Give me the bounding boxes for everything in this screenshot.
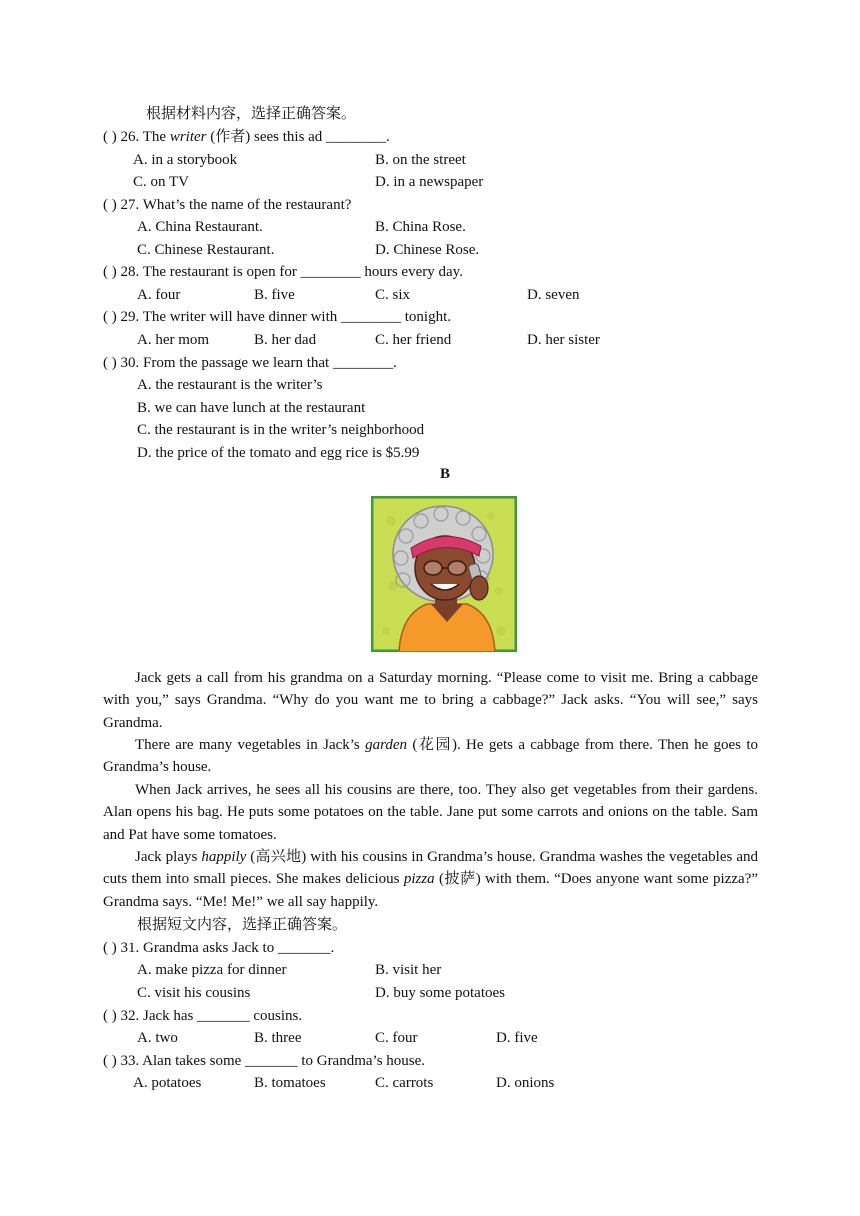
option-33a[interactable]: A. potatoes bbox=[133, 1075, 202, 1091]
answer-bracket[interactable]: ( ) bbox=[103, 264, 117, 280]
question-33: ( ) 33. Alan takes some _______ to Grandma’s house. bbox=[103, 1053, 426, 1069]
passage-paragraph-3: When Jack arrives, he sees all his cousins are there, too. They also get vegetables from their gardens. Alan opens his bag. He puts some potatoes on the table. Jane put some carrots and onions on the table. Sam and Pat have some tomatoes. bbox=[103, 782, 758, 843]
question-31: ( ) 31. Grandma asks Jack to _______. bbox=[103, 940, 335, 956]
option-28c[interactable]: C. six bbox=[375, 287, 411, 303]
option-26a[interactable]: A. in a storybook bbox=[133, 152, 238, 168]
option-29c[interactable]: C. her friend bbox=[375, 332, 452, 348]
option-26d[interactable]: D. in a newspaper bbox=[375, 174, 484, 190]
instruction-a: 根据材料内容，选择正确答案。 bbox=[146, 106, 357, 122]
grandma-phone-illustration bbox=[371, 496, 517, 652]
option-32b[interactable]: B. three bbox=[254, 1030, 302, 1046]
option-28a[interactable]: A. four bbox=[137, 287, 181, 303]
option-33b[interactable]: B. tomatoes bbox=[254, 1075, 326, 1091]
option-26b[interactable]: B. on the street bbox=[375, 152, 466, 168]
passage-paragraph-4: Jack plays happily (高兴地) with his cousins in Grandma’s house. Grandma washes the vegetables and cuts them into small pieces. She makes delicious pizza (披萨) with them. “Does anyone want some pizza?” Grandma says. “Me! Me!” we all say happily. bbox=[103, 849, 758, 910]
option-31a[interactable]: A. make pizza for dinner bbox=[137, 962, 287, 978]
option-28b[interactable]: B. five bbox=[254, 287, 295, 303]
option-30d[interactable]: D. the price of the tomato and egg rice is $5.99 bbox=[137, 445, 420, 461]
option-33c[interactable]: C. carrots bbox=[375, 1075, 434, 1091]
passage-paragraph-2: There are many vegetables in Jack’s garden (花园). He gets a cabbage from there. Then he goes to Grandma’s house. bbox=[103, 737, 758, 776]
option-33d[interactable]: D. onions bbox=[496, 1075, 555, 1091]
option-30a[interactable]: A. the restaurant is the writer’s bbox=[137, 377, 323, 393]
option-26c[interactable]: C. on TV bbox=[133, 174, 189, 190]
question-30: ( ) 30. From the passage we learn that ________. bbox=[103, 355, 397, 371]
option-31c[interactable]: C. visit his cousins bbox=[137, 985, 251, 1001]
option-29b[interactable]: B. her dad bbox=[254, 332, 317, 348]
option-30b[interactable]: B. we can have lunch at the restaurant bbox=[137, 400, 366, 416]
answer-bracket[interactable]: ( ) bbox=[103, 197, 117, 213]
question-28: ( ) 28. The restaurant is open for ________ hours every day. bbox=[103, 264, 463, 280]
option-31d[interactable]: D. buy some potatoes bbox=[375, 985, 505, 1001]
option-30c[interactable]: C. the restaurant is in the writer’s neighborhood bbox=[137, 422, 425, 438]
section-b-heading: B bbox=[440, 466, 451, 482]
option-32a[interactable]: A. two bbox=[137, 1030, 178, 1046]
answer-bracket[interactable]: ( ) bbox=[103, 309, 117, 325]
answer-bracket[interactable]: ( ) bbox=[103, 940, 117, 956]
option-29d[interactable]: D. her sister bbox=[527, 332, 600, 348]
option-28d[interactable]: D. seven bbox=[527, 287, 580, 303]
option-27c[interactable]: C. Chinese Restaurant. bbox=[137, 242, 275, 258]
option-32d[interactable]: D. five bbox=[496, 1030, 538, 1046]
passage-paragraph-1: Jack gets a call from his grandma on a Saturday morning. “Please come to visit me. Bring a cabbage with you,” says Grandma. “Why do you want me to bring a cabbage?” Jack asks. “You will see,” says Grandma. bbox=[103, 670, 758, 731]
option-32c[interactable]: C. four bbox=[375, 1030, 418, 1046]
answer-bracket[interactable]: ( ) bbox=[103, 129, 117, 145]
answer-bracket[interactable]: ( ) bbox=[103, 355, 117, 371]
option-27d[interactable]: D. Chinese Rose. bbox=[375, 242, 480, 258]
option-29a[interactable]: A. her mom bbox=[137, 332, 210, 348]
instruction-b: 根据短文内容，选择正确答案。 bbox=[137, 917, 348, 933]
answer-bracket[interactable]: ( ) bbox=[103, 1008, 117, 1024]
question-32: ( ) 32. Jack has _______ cousins. bbox=[103, 1008, 303, 1024]
option-31b[interactable]: B. visit her bbox=[375, 962, 442, 978]
option-27b[interactable]: B. China Rose. bbox=[375, 219, 466, 235]
question-29: ( ) 29. The writer will have dinner with ________ tonight. bbox=[103, 309, 452, 325]
answer-bracket[interactable]: ( ) bbox=[103, 1053, 117, 1069]
option-27a[interactable]: A. China Restaurant. bbox=[137, 219, 263, 235]
question-27: ( ) 27. What’s the name of the restaurant? bbox=[103, 197, 352, 213]
question-26: ( ) 26. The writer (作者) sees this ad ________. bbox=[103, 129, 390, 145]
